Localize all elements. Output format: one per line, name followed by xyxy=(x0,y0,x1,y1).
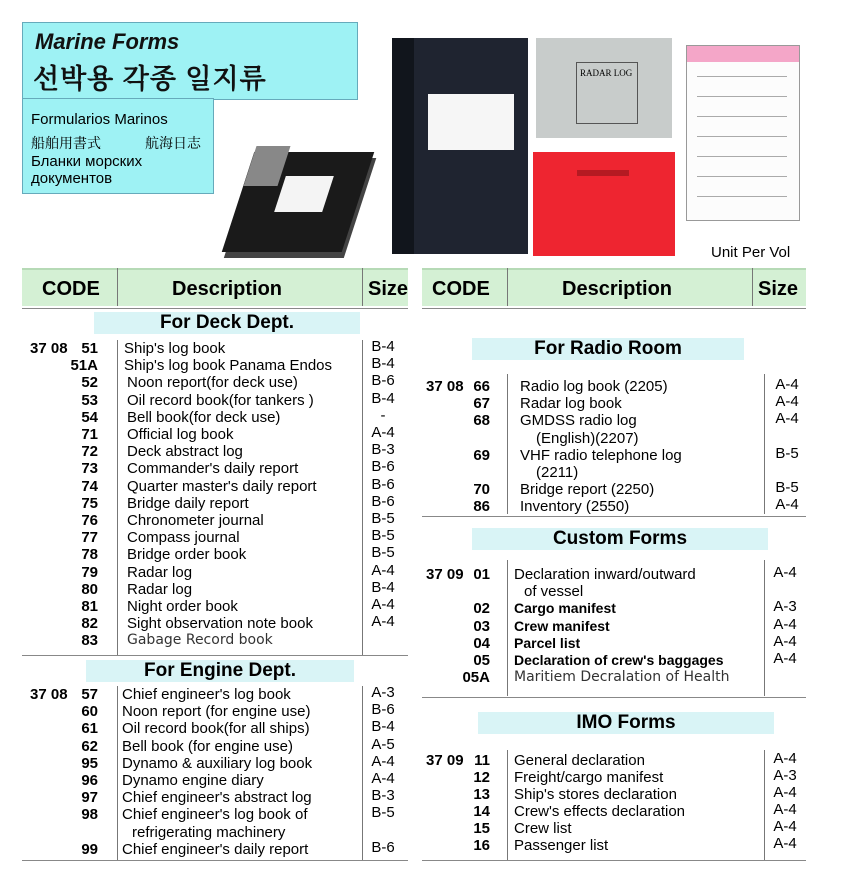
row-description: Ship's log book Panama Endos xyxy=(124,357,333,375)
row-size: B-4 xyxy=(371,338,395,355)
row-size: A-3 xyxy=(371,684,395,701)
row-size: B-4 xyxy=(371,389,395,407)
row-description-cont: (English)(2207) xyxy=(536,429,639,447)
row-description: VHF radio telephone log xyxy=(520,446,682,464)
row-size: A-4 xyxy=(773,801,797,818)
row-description: Bell book(for deck use) xyxy=(127,408,281,426)
row-number: 51 xyxy=(81,340,98,357)
row-size: A-4 xyxy=(371,752,395,770)
row-description: Declaration inward/outward xyxy=(514,566,696,583)
row-size: B-4 xyxy=(371,355,395,373)
row-size: B-3 xyxy=(371,441,395,459)
row-size: B-6 xyxy=(371,701,395,719)
row-number: 52 xyxy=(81,374,98,392)
row-number: 51A xyxy=(70,357,98,375)
row-size: A-4 xyxy=(371,613,395,631)
row-size: B-5 xyxy=(371,804,395,822)
row-size: A-4 xyxy=(775,376,799,393)
row-number: 05 xyxy=(473,652,490,669)
row-number: 62 xyxy=(81,737,98,755)
row-description-cont: of vessel xyxy=(524,583,584,601)
row-size: B-6 xyxy=(371,838,395,856)
row-size: B-6 xyxy=(371,372,395,390)
row-number: 98 xyxy=(81,806,98,824)
row-description: Quarter master's daily report xyxy=(127,477,317,495)
section-deck: For Deck Dept. xyxy=(94,312,360,334)
row-number: 74 xyxy=(81,477,98,495)
code-prefix: 37 08 xyxy=(426,378,464,395)
radar-log-cover-label: RADAR LOG xyxy=(580,68,633,78)
row-description: Crew manifest xyxy=(514,617,610,634)
row-description-cont: (2211) xyxy=(536,464,579,481)
row-size: - xyxy=(380,406,386,424)
right-table-header xyxy=(422,268,806,306)
row-number: 80 xyxy=(81,580,98,598)
section-custom: Custom Forms xyxy=(472,528,768,550)
row-description: Sight observation note book xyxy=(127,615,313,633)
row-description: Noon report (for engine use) xyxy=(122,703,311,721)
row-description: Bridge order book xyxy=(127,546,247,564)
row-number: 53 xyxy=(81,391,98,409)
row-size: A-4 xyxy=(773,632,797,650)
row-number: 15 xyxy=(473,820,490,837)
row-size: B-5 xyxy=(371,544,395,562)
row-number: 99 xyxy=(81,840,98,858)
header-size: Size xyxy=(758,278,799,300)
row-description: Official log book xyxy=(127,426,234,443)
row-number: 03 xyxy=(473,617,490,635)
code-prefix: 37 09 xyxy=(426,566,464,583)
row-description: Radar log book xyxy=(520,395,622,413)
row-number: 16 xyxy=(473,837,490,854)
row-size: A-4 xyxy=(371,770,395,787)
title-korean: 선박용 각종 일지류 xyxy=(33,64,267,94)
row-description: Declaration of crew's baggages xyxy=(514,652,724,668)
row-number: 01 xyxy=(473,566,490,583)
row-description: Deck abstract log xyxy=(127,443,243,461)
row-description: GMDSS radio log xyxy=(520,412,637,430)
section-engine: For Engine Dept. xyxy=(86,660,354,682)
row-description: Chronometer journal xyxy=(127,512,264,529)
row-description: Crew list xyxy=(514,820,572,837)
row-size: A-4 xyxy=(773,650,797,667)
row-description: Ship's log book xyxy=(124,340,226,357)
row-description: Oil record book(for tankers ) xyxy=(127,391,314,409)
row-number: 12 xyxy=(473,769,490,786)
row-description: Crew's effects declaration xyxy=(514,803,685,820)
row-description: Bridge daily report xyxy=(127,494,249,512)
row-description: Commander's daily report xyxy=(127,460,299,478)
row-size: B-5 xyxy=(775,479,799,497)
row-number: 05A xyxy=(462,669,490,687)
row-number: 70 xyxy=(473,481,490,499)
unit-note: Unit Per Vol xyxy=(711,244,791,261)
row-number: 04 xyxy=(473,634,490,652)
row-description: General declaration xyxy=(514,752,645,769)
row-size: A-4 xyxy=(775,410,799,428)
row-description: Chief engineer's log book of xyxy=(122,806,308,824)
title-russian-1: Бланки морских xyxy=(31,153,143,170)
header-code: CODE xyxy=(432,278,490,300)
radar-log-cover-image xyxy=(536,38,672,138)
row-size: B-5 xyxy=(371,527,395,545)
row-size: B-6 xyxy=(371,492,395,510)
subtitle-box xyxy=(22,98,214,194)
row-size: A-4 xyxy=(775,393,799,411)
row-description: Chief engineer's abstract log xyxy=(122,789,312,807)
row-description: Noon report(for deck use) xyxy=(127,374,298,392)
red-logbook-image xyxy=(533,152,675,256)
row-description: Bell book (for engine use) xyxy=(122,737,293,755)
row-size: A-4 xyxy=(371,561,395,579)
row-number: 86 xyxy=(473,498,490,516)
row-size: A-4 xyxy=(371,424,395,441)
row-description: Passenger list xyxy=(514,837,609,854)
row-description: Gabage Record book xyxy=(127,632,273,649)
row-size: A-4 xyxy=(773,750,797,767)
row-description: Freight/cargo manifest xyxy=(514,769,664,786)
row-size: A-4 xyxy=(775,496,799,514)
row-number: 69 xyxy=(473,446,490,464)
row-number: 81 xyxy=(81,598,98,615)
title-box xyxy=(22,22,358,100)
row-size: B-4 xyxy=(371,578,395,596)
row-description: Parcel list xyxy=(514,634,581,651)
row-size: B-6 xyxy=(371,475,395,493)
row-size: A-4 xyxy=(773,564,797,581)
row-number: 57 xyxy=(81,686,98,703)
row-description: Radar log xyxy=(127,580,193,598)
title-japanese-1: 船舶用書式 xyxy=(31,136,101,152)
row-size: A-4 xyxy=(773,784,797,801)
row-number: 95 xyxy=(81,754,98,772)
title-japanese-2: 航海日志 xyxy=(145,136,201,152)
row-number: 82 xyxy=(81,615,98,633)
row-number: 13 xyxy=(473,786,490,803)
row-description: Radio log book (2205) xyxy=(520,378,668,395)
row-number: 54 xyxy=(81,408,98,426)
row-size: A-4 xyxy=(773,818,797,835)
code-prefix: 37 08 xyxy=(30,686,68,703)
row-size: B-6 xyxy=(371,458,395,476)
row-description: Inventory (2550) xyxy=(520,498,630,516)
row-description: Dynamo & auxiliary log book xyxy=(122,754,313,772)
row-description: Bridge report (2250) xyxy=(520,481,655,499)
row-description: Ship's stores declaration xyxy=(514,786,677,803)
title-spanish: Formularios Marinos xyxy=(31,111,168,128)
row-description-cont: refrigerating machinery xyxy=(132,823,286,841)
row-size: A-5 xyxy=(371,735,395,753)
row-size: B-4 xyxy=(371,718,395,736)
row-size: B-5 xyxy=(371,510,395,527)
black-books-image xyxy=(210,140,380,265)
section-imo: IMO Forms xyxy=(478,712,774,734)
row-number: 61 xyxy=(81,720,98,738)
row-size: A-3 xyxy=(773,767,797,784)
row-description: Cargo manifest xyxy=(514,600,616,617)
row-size: B-3 xyxy=(371,787,395,805)
section-radio: For Radio Room xyxy=(472,338,744,360)
row-number: 76 xyxy=(81,512,98,529)
header-description: Description xyxy=(172,278,283,300)
row-number: 14 xyxy=(473,803,490,820)
row-number: 60 xyxy=(81,703,98,721)
title-english: Marine Forms xyxy=(35,29,180,54)
row-description: Chief engineer's log book xyxy=(122,686,291,703)
row-number: 02 xyxy=(473,600,490,618)
code-prefix: 37 08 xyxy=(30,340,68,357)
row-number: 97 xyxy=(81,789,98,807)
row-number: 73 xyxy=(81,460,98,478)
row-description: Compass journal xyxy=(127,529,240,547)
title-russian-2: документов xyxy=(31,170,113,187)
row-description: Dynamo engine diary xyxy=(122,772,264,789)
header-size: Size xyxy=(368,278,409,300)
row-number: 79 xyxy=(81,563,98,581)
row-size: B-5 xyxy=(775,444,799,462)
code-prefix: 37 09 xyxy=(426,752,464,769)
form-sheet-image xyxy=(686,45,800,221)
row-number: 66 xyxy=(473,378,490,395)
row-description: Radar log xyxy=(127,563,193,581)
dark-logbook-image xyxy=(392,38,528,254)
row-size: A-4 xyxy=(773,835,797,852)
row-description: Night order book xyxy=(127,598,238,615)
row-number: 96 xyxy=(81,772,98,789)
row-description: Chief engineer's daily report xyxy=(122,840,309,858)
row-number: 78 xyxy=(81,546,98,564)
row-number: 71 xyxy=(81,426,98,443)
row-size: A-4 xyxy=(371,596,395,613)
row-number: 72 xyxy=(81,443,98,461)
row-description: Maritiem Decralation of Health xyxy=(514,669,730,686)
row-number: 67 xyxy=(473,395,490,413)
row-size: A-3 xyxy=(773,598,797,616)
left-table-header xyxy=(22,268,408,306)
row-number: 11 xyxy=(474,752,490,769)
row-number: 68 xyxy=(473,412,490,430)
row-description: Oil record book(for all ships) xyxy=(122,720,310,738)
header-description: Description xyxy=(562,278,673,300)
row-number: 75 xyxy=(81,494,98,512)
header-code: CODE xyxy=(42,278,100,300)
row-number: 83 xyxy=(81,632,98,650)
row-number: 77 xyxy=(81,529,98,547)
row-size: A-4 xyxy=(773,615,797,633)
